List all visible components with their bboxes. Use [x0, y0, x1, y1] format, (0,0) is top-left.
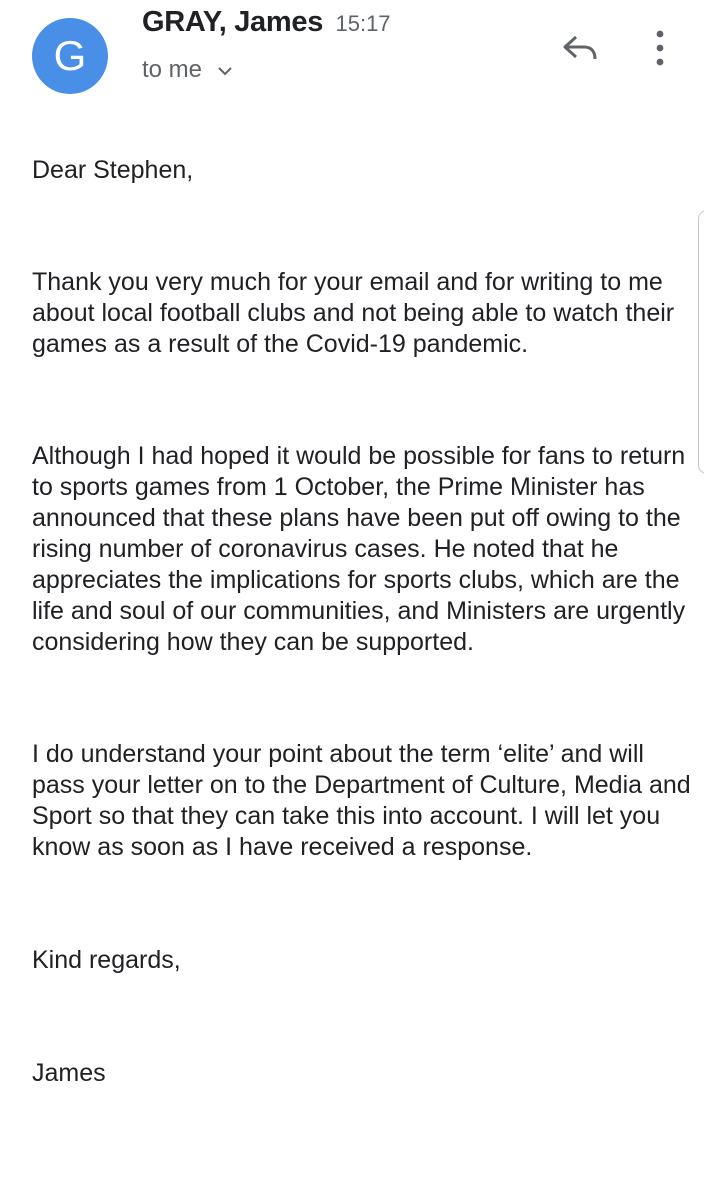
- sender-avatar[interactable]: G: [32, 18, 108, 94]
- message-header: [0, 0, 704, 110]
- message-body: [32, 155, 692, 1089]
- message-paragraph: I do understand your point about the term ‘elite’ and will pass your letter on to the Department of Culture, Media and Sport so that they can take this into account. I will let you know as soon as I have received a response.: [32, 740, 691, 861]
- closing: Kind regards,: [32, 946, 181, 974]
- message-paragraph: Thank you very much for your email and for writing to me about local football clubs and not being able to watch their games as a result of the Covid-19 pandemic.: [32, 268, 675, 358]
- signature: James: [32, 1059, 106, 1087]
- recipient-toggle[interactable]: [142, 56, 233, 84]
- scroll-handle[interactable]: [698, 210, 704, 474]
- sender-name[interactable]: GRAY, James: [142, 6, 324, 38]
- more-vertical-icon[interactable]: [648, 28, 672, 68]
- greeting: Dear Stephen,: [32, 156, 194, 184]
- message-time: 15:17: [335, 11, 391, 36]
- reply-icon[interactable]: [560, 30, 600, 66]
- recipient-label: to me: [142, 56, 203, 83]
- sender-line: [142, 6, 391, 39]
- chevron-down-icon[interactable]: [217, 66, 233, 76]
- message-paragraph: Although I had hoped it would be possible for fans to return to sports games from 1 October, the Prime Minister has announced that these plans have been put off owing to the rising number of coronavirus cases. He noted that he appreciates the implications for sports clubs, which are the life and soul of our communities, and Ministers are urgently considering how they can be supported.: [32, 442, 686, 656]
